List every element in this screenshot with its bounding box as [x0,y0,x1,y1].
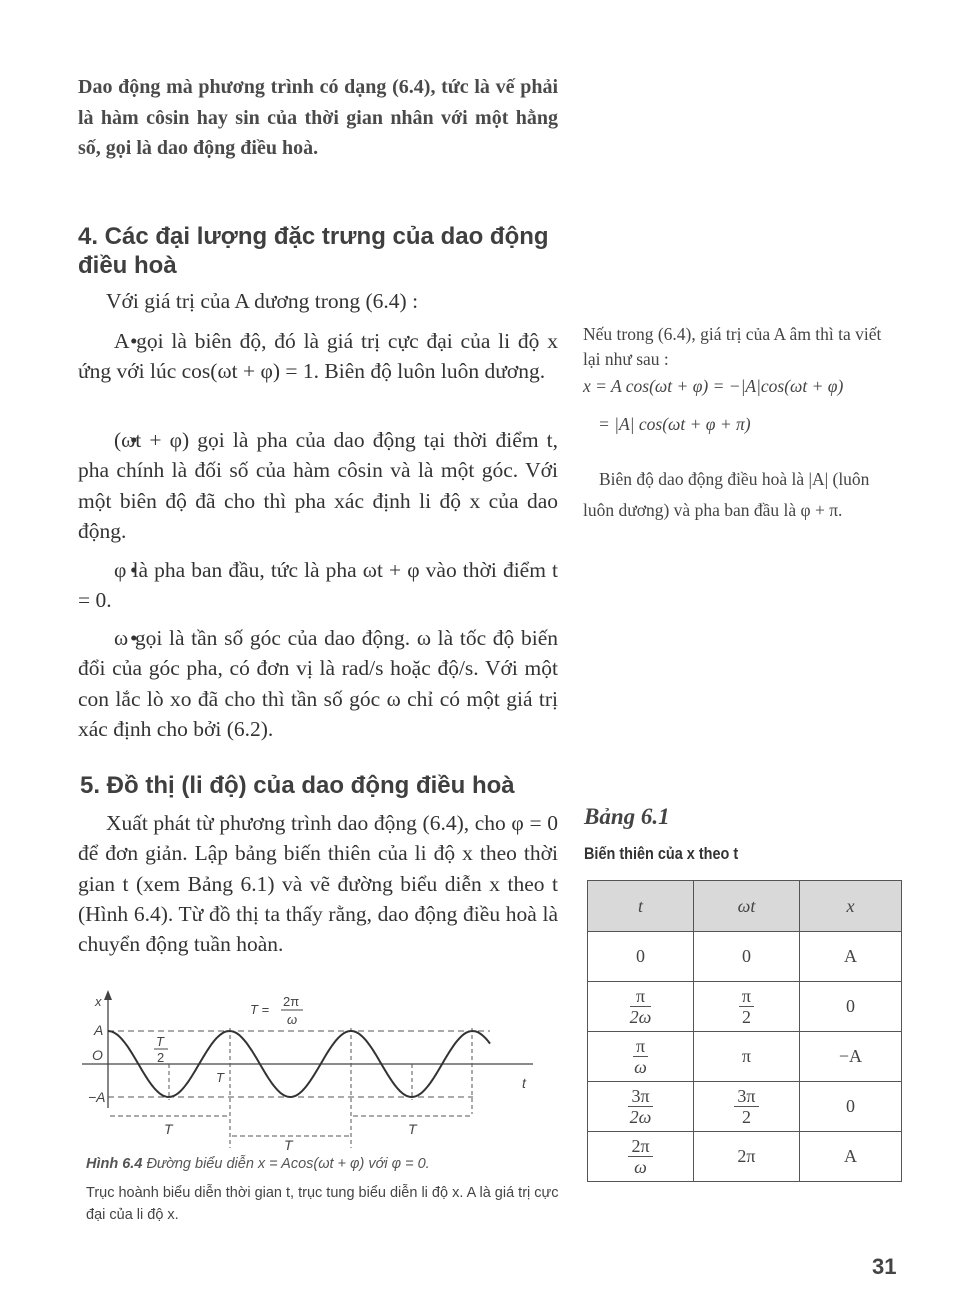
label-O: O [92,1047,103,1063]
table-6-1 [587,880,902,1182]
cell-t: $\frac{3\pi}{2\omega}$ [588,1082,694,1132]
section-4-lead: Với giá trị của A dương trong (6.4) : [106,289,419,313]
section-4-heading: 4. Các đại lượng đặc trưng của dao động điều hoà [78,223,549,279]
header-x: x [799,881,901,932]
cell-t: $\frac{\pi}{\omega}$ [588,1032,694,1082]
cell-x: A [799,932,901,982]
half-period-num: T [156,1034,164,1049]
cell-t: $\frac{2\pi}{\omega}$ [588,1132,694,1182]
table-row [588,982,902,1032]
header-wt: ωt [693,881,799,932]
period-eq-den: ω [287,1012,298,1027]
label-T-2: T [284,1137,293,1153]
intro-paragraph: Dao động mà phương trình có dạng (6.4), tức là vế phải là hàm côsin hay sin của thời gian nhân với một hằng số, gọi là dao động điều hoà. [78,76,558,159]
table-row [588,1082,902,1132]
figure-6-4-graph [78,988,548,1153]
sidenote-text-1: Nếu trong (6.4), giá trị của A âm thì ta viết lại như sau : [583,324,882,369]
period-eq-lhs: T = [250,1002,270,1017]
figure-caption-title: Hình 6.4 Đường biểu diễn x = Acos(ωt + φ) với φ = 0. [86,1156,430,1172]
label-T-1: T [164,1121,173,1137]
label-T-mid: T [216,1070,224,1085]
cell-x: A [799,1132,901,1182]
cell-t: $\frac{\pi}{2\omega}$ [588,982,694,1032]
bullet-amplitude: • A gọi là biên độ, đó là giá trị cực đại của li độ x ứng với lúc cos(ωt + φ) = 1. Biên độ luôn luôn dương. [78,326,558,387]
label-negA: −A [88,1089,106,1105]
header-t: t [588,881,694,932]
page-number: 31 [872,1254,897,1279]
sidenote-text-2: Biên độ dao động điều hoà là |A| (luôn luôn dương) và pha ban đầu là φ + π. [583,469,870,520]
sidenote-equation-2: = |A| cos(ωt + φ + π) [598,414,751,434]
cell-wt: 0 [693,932,799,982]
label-t: t [522,1075,526,1091]
table-title: Bảng 6.1 [584,804,670,829]
cell-t: 0 [588,932,694,982]
section-5-heading: 5. Đồ thị (li độ) của dao động điều hoà [80,772,515,799]
label-x: x [95,994,102,1009]
cell-wt: π [693,1032,799,1082]
sidenote-equation-1: x = A cos(ωt + φ) = −|A|cos(ωt + φ) [583,376,844,396]
table-subtitle: Biến thiên của x theo t [584,844,739,863]
table-header-row [588,881,902,932]
y-axis-arrow [104,990,112,1000]
half-period-den: 2 [157,1050,165,1065]
bullet-angular-frequency: • ω gọi là tần số góc của dao động. ω là tốc độ biến đổi của góc pha, có đơn vị là rad/s hoặc độ/s. Với một con lắc lò xo đã cho thì tần số góc ω chỉ có một giá trị xác định cho bởi (6.2). [78,623,558,744]
cell-wt: 2π [693,1132,799,1182]
cell-wt: $\frac{\pi}{2}$ [693,982,799,1032]
table-row [588,1132,902,1182]
cell-x: −A [799,1032,901,1082]
label-A: A [94,1022,104,1038]
table-row [588,932,902,982]
bullet-initial-phase: • φ là pha ban đầu, tức là pha ωt + φ vào thời điểm t = 0. [78,555,558,616]
label-T-3: T [408,1121,417,1137]
cell-x: 0 [799,1082,901,1132]
period-eq-num: 2π [283,994,300,1009]
section-5-paragraph: Xuất phát từ phương trình dao động (6.4), cho φ = 0 để đơn giản. Lập bảng biến thiên của li độ x theo thời gian t (xem Bảng 6.1) và vẽ đường biểu diễn x theo t (Hình 6.4). Từ đồ thị ta thấy rằng, dao động điều hoà là chuyển động tuần hoàn. [78,811,558,957]
bullet-phase: • (ωt + φ) gọi là pha của dao động tại thời điểm t, pha chính là đối số của hàm côsin và là một góc. Với một biên độ đã cho thì pha xác định li độ x của dao động. [78,425,558,546]
figure-caption-detail: Trục hoành biểu diễn thời gian t, trục tung biểu diễn li độ x. A là giá trị cực đại của li độ x. [86,1185,559,1223]
table-row [588,1032,902,1082]
cell-x: 0 [799,982,901,1032]
cell-wt: $\frac{3\pi}{2}$ [693,1082,799,1132]
